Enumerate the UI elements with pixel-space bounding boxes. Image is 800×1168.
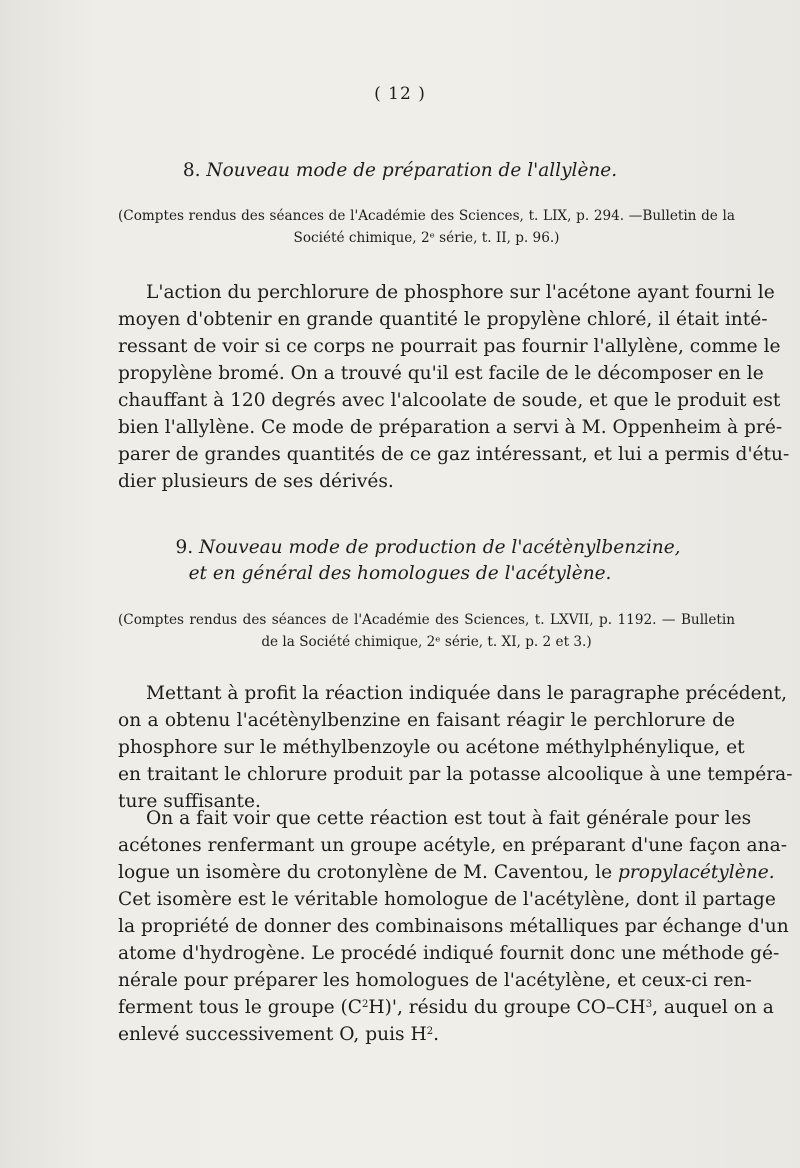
text-line: On a fait voir que cette réaction est tout à fait générale pour les xyxy=(146,808,752,829)
text-line: phosphore sur le méthylbenzoyle ou acétone méthylphénylique, et xyxy=(118,737,745,758)
text-line: L'action du perchlorure de phosphore sur l'acétone ayant fourni le xyxy=(146,282,775,303)
text-line: ressant de voir si ce corps ne pourrait pas fournir l'allylène, comme le xyxy=(118,336,781,357)
text-line xyxy=(118,859,775,886)
section-8-number: 8. xyxy=(182,160,201,181)
superscript: 3 xyxy=(645,999,653,1010)
text-line: propylène bromé. On a trouvé qu'il est facile de le décomposer en le xyxy=(118,363,764,384)
text-run: logue un isomère du crotonylène de M. Caventou, le xyxy=(118,862,618,883)
text-run: . xyxy=(433,1024,439,1045)
text-line: Mettant à profit la réaction indiquée dans le paragraphe précédent, xyxy=(146,683,787,704)
text-line xyxy=(118,994,774,1021)
italic-term: propylacétylène. xyxy=(617,862,775,883)
text-line: parer de grandes quantités de ce gaz intéressant, et lui a permis d'étu- xyxy=(118,444,790,465)
text-line: nérale pour préparer les homologues de l'acétylène, et ceux-ci ren- xyxy=(118,970,752,991)
text-line: dier plusieurs de ses dérivés. xyxy=(118,471,394,492)
text-run: , auquel on a xyxy=(652,997,774,1018)
text-line: en traitant le chlorure produit par la potasse alcoolique à une tempéra- xyxy=(118,764,793,785)
section-9-title-line-1 xyxy=(28,537,800,558)
section-9-title-text: Nouveau mode de production de l'acétènylbenzine, xyxy=(199,537,681,558)
section-9-title-line-2 xyxy=(0,563,800,584)
text-line: chauffant à 120 degrés avec l'alcoolate de soude, et que le produit est xyxy=(118,390,781,411)
text-line: on a obtenu l'acétènylbenzine en faisant réagir le perchlorure de xyxy=(118,710,735,731)
section-9-paragraph-2 xyxy=(118,805,789,1048)
text-line: la propriété de donner des combinaisons métalliques par échange d'un xyxy=(118,916,789,937)
text-line: moyen d'obtenir en grande quantité le propylène chloré, il était inté- xyxy=(118,309,768,330)
text-line: bien l'allylène. Ce mode de préparation a servi à M. Oppenheim à pré- xyxy=(118,417,783,438)
text-line: Cet isomère est le véritable homologue de l'acétylène, dont il partage xyxy=(118,889,776,910)
text-line: acétones renfermant un groupe acétyle, en préparant d'une façon ana- xyxy=(118,835,787,856)
section-8-reference: (Comptes rendus des séances de l'Académie des Sciences, t. LIX, p. 294. —Bulletin de la Société chimique, 2ᵉ série, t. II, p. 96.) xyxy=(118,208,735,246)
text-line: ture suffisante. xyxy=(118,791,261,812)
section-9-number: 9. xyxy=(175,537,194,558)
text-run: enlevé successivement O, puis H xyxy=(118,1024,427,1045)
text-line xyxy=(118,1021,735,1048)
section-9-title-text-2: et en général des homologues de l'acétylène. xyxy=(188,563,612,584)
text-line: atome d'hydrogène. Le procédé indiqué fournit donc une méthode gé- xyxy=(118,943,780,964)
section-8-title-text: Nouveau mode de préparation de l'allylène. xyxy=(206,160,618,181)
section-8-title xyxy=(0,160,800,181)
text-run: ferment tous le groupe (C xyxy=(118,997,362,1018)
section-8-paragraph xyxy=(118,279,790,495)
page-number: ( 12 ) xyxy=(374,84,426,104)
section-9-paragraph-1 xyxy=(118,680,793,815)
superscript: 2 xyxy=(361,999,369,1010)
text-run: H)', résidu du groupe CO–CH xyxy=(368,997,646,1018)
section-9-reference: (Comptes rendus des séances de l'Académie des Sciences, t. LXVII, p. 1192. — Bulletin de la Société chimique, 2ᵉ série, t. XI, p. 2 et 3.) xyxy=(118,612,735,650)
superscript: 2 xyxy=(426,1026,434,1037)
